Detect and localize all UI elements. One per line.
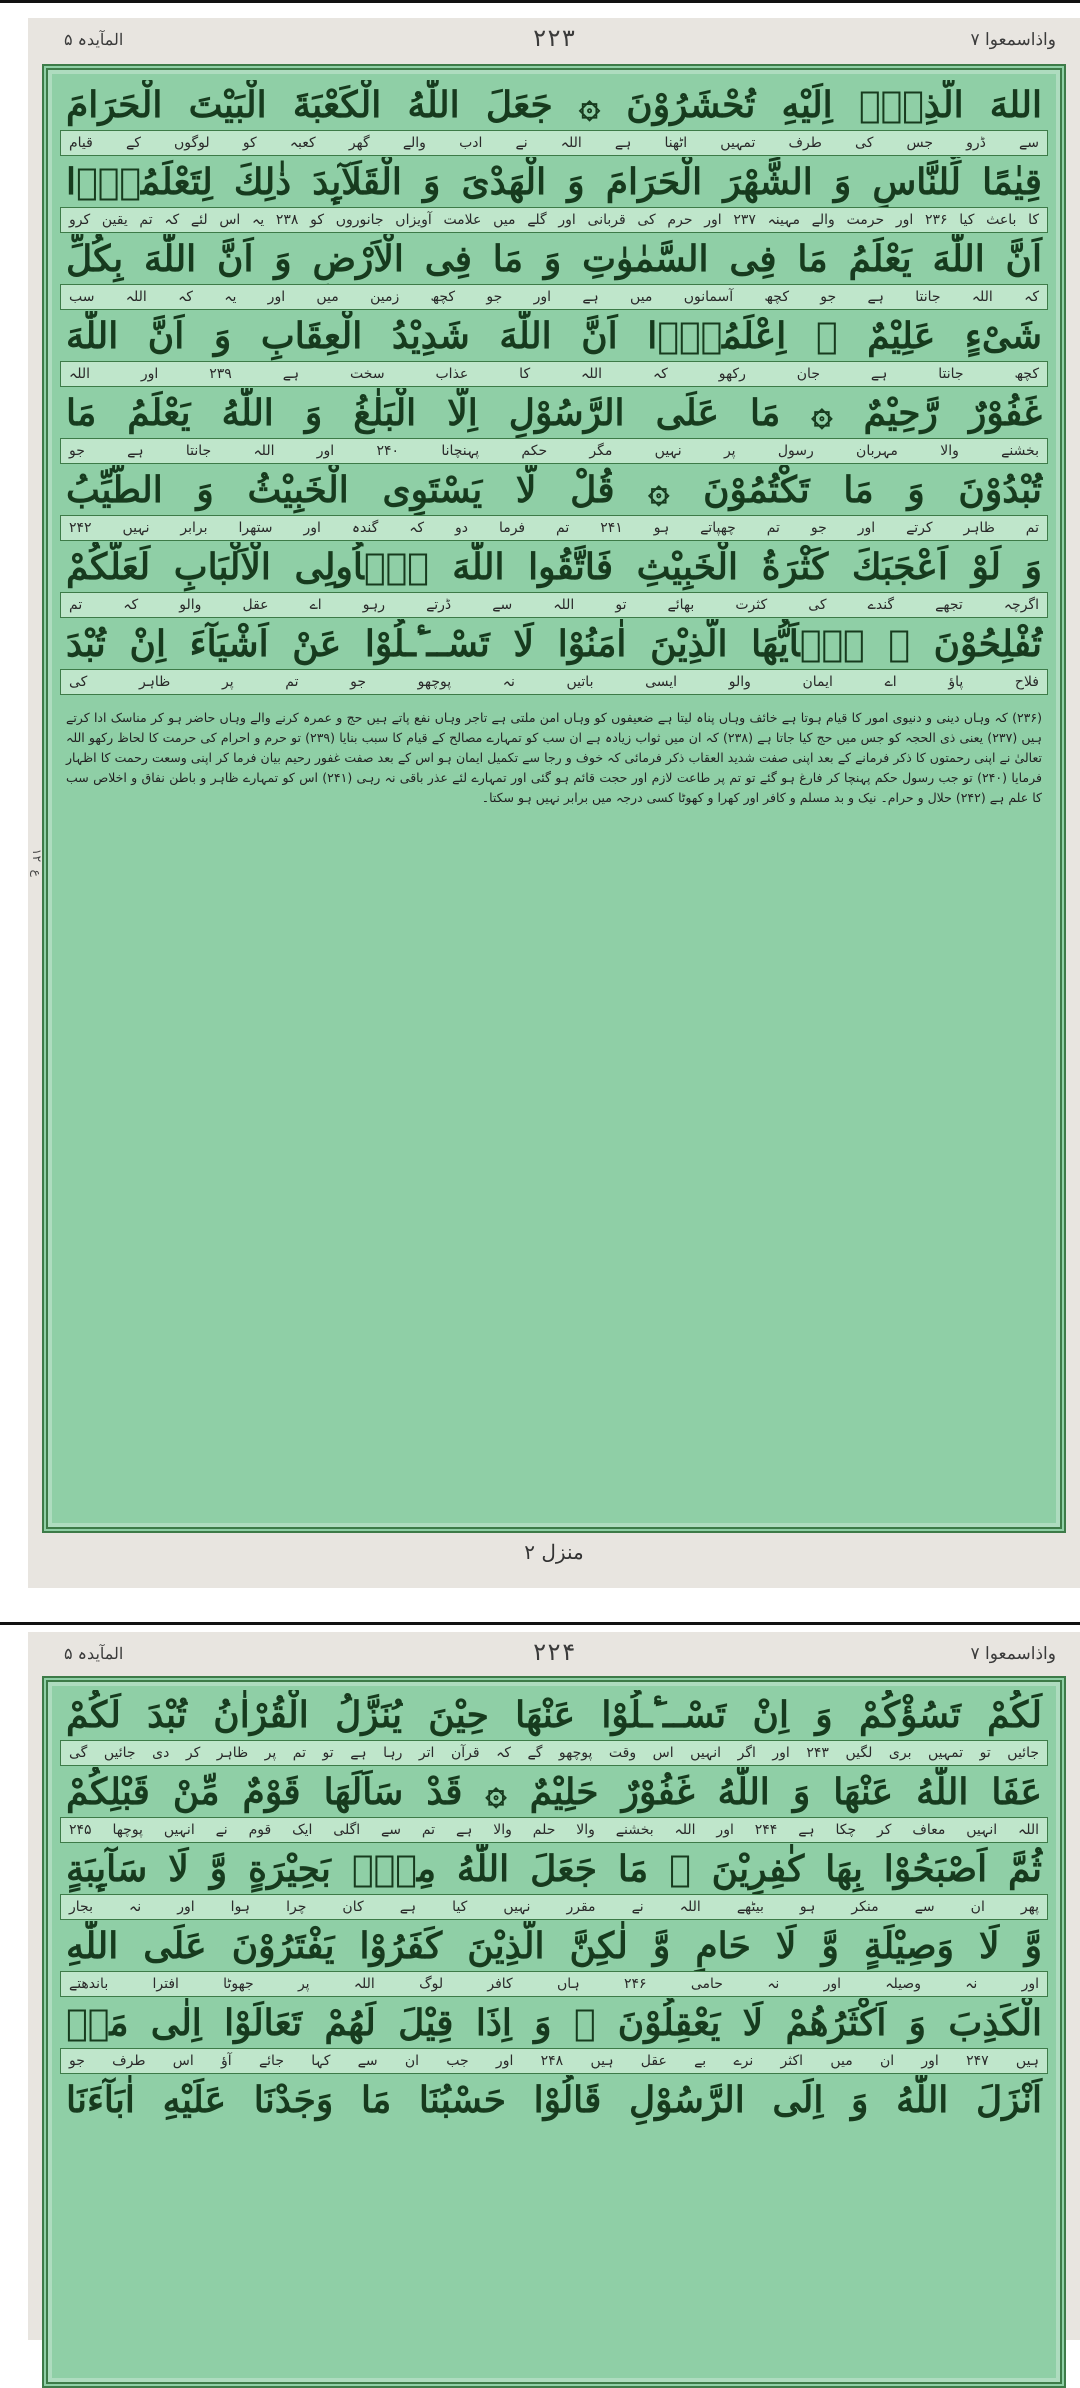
translation-line: پھر ان سے منکر ہو بیٹھے اللہ نے مقرر نہیں کیا ہے کان چرا ہوا اور نہ بجار: [60, 1894, 1048, 1920]
arabic-line: شَیْءٍ عَلِیْمٌ ۞ اِعْلَمُوْۤا اَنَّ اللّٰهَ شَدِیْدُ الْعِقَابِ وَ اَنَّ اللّٰهَ: [66, 315, 1042, 357]
footnotes: (۲۳۶) کہ وہاں دینی و دنیوی امور کا قیام ہوتا ہے خائف وہاں پناہ لیتا ہے ضعیفوں کو وہاں امن ملتی ہے تاجر وہاں نفع پاتے ہیں حج و عمرہ کرنے والے وہاں حاضر ہو کر مناسک ادا کرتے ہیں (۲۳۷) یعنی ذی الحجہ کو جس میں حج کیا جاتا ہے (۲۳۸) کہ ان میں ثواب زیادہ ہے ان سب کو تمہارے مصالح کے قیام کا سبب بنایا (۲۳۹) تو حرم و احرام کی حرمت کا لحاظ رکھو اللہ تعالیٰ نے اپنی رحمتوں کا ذکر فرمانے کے بعد اپنی صفت شدید العقاب ذکر فرمائی کہ خوف و رجا سے تکمیل ایمان ہو اس کے بعد صفت غفور رحیم بیان فرما کر اپنی وسعت رحمت کا اظہار فرمایا (۲۴۰) تو جب رسول حکم پہنچا کر فارغ ہو گئے تو تم پر طاعت لازم اور حجت قائم ہو گئی اور تمہارے لئے عذر باقی نہ رہی (۲۴۱) اس کو تمہارے ظاہر و باطن نفاق و اخلاص سب کا علم ہے (۲۴۲) حلال و حرام۔ نیک و بد مسلم و کافر اور کھرا و کھوٹا کسی درجہ میں برابر نہیں ہو سکتا۔: [66, 710, 1042, 805]
page-separator: [0, 1622, 1080, 1625]
juz-header: المآیدہ ۵: [64, 30, 124, 49]
arabic-line: ثُمَّ اَصْبَحُوْا بِهَا كٰفِرِیْنَ ۞ مَا جَعَلَ اللّٰهُ مِنْۢ بَحِیْرَةٍ وَّ لَا سَآىِٕبَةٍ: [66, 1848, 1042, 1890]
translation-line: اگرچہ تجھے گندے کی کثرت بھائے تو اللہ سے ڈرتے رہو اے عقل والو کہ تم: [60, 592, 1048, 618]
arabic-line: تُبْدُوْنَ وَ مَا تَكْتُمُوْنَ ۞ قُلْ لَّا یَسْتَوِی الْخَبِیْثُ وَ الطَّیِّبُ: [66, 469, 1042, 511]
page-number: ۲۲۴: [532, 1638, 576, 1666]
page-header: [28, 24, 1080, 58]
translation-line: بخشنے والا مہربان رسول پر نہیں مگر حکم پہنچانا ۲۴۰ اور اللہ جانتا ہے جو: [60, 438, 1048, 464]
verse-row: [60, 1767, 1048, 1844]
translation-line: تم ظاہر کرتے اور جو تم چھپاتے ہو ۲۴۱ تم فرما دو کہ گندہ اور ستھرا برابر نہیں ۲۴۲: [60, 515, 1048, 541]
verse-row: [60, 311, 1048, 388]
verse-row: [60, 1921, 1048, 1998]
arabic-line: تُفْلِحُوْنَ ۞ یٰۤاَیُّهَا الَّذِیْنَ اٰمَنُوْا لَا تَسْــٴَـلُوْا عَنْ اَشْیَآءَ اِنْ تُبْدَ: [66, 623, 1042, 665]
arabic-line: وَّ لَا وَصِیْلَةٍ وَّ لَا حَامٍ وَّ لٰكِنَّ الَّذِیْنَ كَفَرُوْا یَفْتَرُوْنَ عَلَى اللّٰهِ: [66, 1925, 1042, 1967]
mushaf-page-1: [28, 18, 1080, 1588]
page-header: [28, 1638, 1080, 1672]
top-separator: [0, 0, 1080, 3]
translation-line: اور نہ وصیلہ اور نہ حامی ۲۴۶ ہاں کافر لوگ اللہ پر جھوٹا افترا باندھتے: [60, 1971, 1048, 1997]
manzil-label: منزل ۲: [524, 1540, 584, 1564]
surah-header: واذاسمعوا ۷: [970, 30, 1056, 50]
arabic-line: عَفَا اللّٰهُ عَنْهَا وَ اللّٰهُ غَفُوْرٌ حَلِیْمٌ ۞ قَدْ سَاَلَهَا قَوْمٌ مِّنْ قَبْلِكُمْ: [66, 1771, 1042, 1813]
translation-line: فلاح پاؤ اے ایمان والو ایسی باتیں نہ پوچھو جو تم پر ظاہر کی: [60, 669, 1048, 695]
verse-row: [60, 465, 1048, 542]
verse-row: [60, 157, 1048, 234]
verse-row: [60, 1690, 1048, 1767]
verse-lines: [60, 1690, 1048, 2152]
ornamental-frame: [42, 64, 1066, 1533]
mushaf-page-2: [28, 1632, 1080, 2340]
verse-lines: [60, 80, 1048, 696]
verse-row: [60, 542, 1048, 619]
arabic-line: اَنَّ اللّٰهَ یَعْلَمُ مَا فِی السَّمٰوٰتِ وَ مَا فِی الْاَرْضِ وَ اَنَّ اللّٰهَ بِكُلِّ: [66, 238, 1042, 280]
arabic-line: وَ لَوْ اَعْجَبَكَ كَثْرَةُ الْخَبِیْثِ فَاتَّقُوا اللّٰهَ یٰۤاُولِی الْاَلْبَابِ لَعَلَّكُمْ: [66, 546, 1042, 588]
verse-row: [60, 2075, 1048, 2152]
arabic-line: الْكَذِبَ وَ اَكْثَرُهُمْ لَا یَعْقِلُوْنَ ۞ وَ اِذَا قِیْلَ لَهُمْ تَعَالَوْا اِلٰى مَاۤ: [66, 2002, 1042, 2044]
verse-row: [60, 1998, 1048, 2075]
arabic-line: اللهَ الَّذِیْۤ اِلَیْهِ تُحْشَرُوْنَ ۞ جَعَلَ اللّٰهُ الْكَعْبَةَ الْبَیْتَ الْحَرَامَ: [66, 84, 1042, 126]
juz-header: المآیدہ ۵: [64, 1644, 124, 1663]
arabic-line: غَفُوْرٌ رَّحِیْمٌ ۞ مَا عَلَى الرَّسُوْلِ اِلَّا الْبَلٰغُ وَ اللّٰهُ یَعْلَمُ مَا: [66, 392, 1042, 434]
arabic-line: لَكُمْ تَسُؤْكُمْ وَ اِنْ تَسْــٴَـلُوْا عَنْهَا حِیْنَ یُنَزَّلُ الْقُرْاٰنُ تُبْدَ لَكُمْ: [66, 1694, 1042, 1736]
arabic-line: اَنْزَلَ اللّٰهُ وَ اِلَى الرَّسُوْلِ قَالُوْا حَسْبُنَا مَا وَجَدْنَا عَلَیْهِ اٰبَآءَنَا: [66, 2079, 1042, 2121]
translation-line: کا باعث کیا ۲۳۶ اور حرمت والے مہینہ ۲۳۷ اور حرم کی قربانی اور گلے میں علامت آویزاں جانوروں کو ۲۳۸ یہ اس لئے کہ تم یقین کرو: [60, 207, 1048, 233]
translation-line: کہ اللہ جانتا ہے جو کچھ آسمانوں میں ہے اور جو کچھ زمین میں اور یہ کہ اللہ سب: [60, 284, 1048, 310]
verse-row: [60, 388, 1048, 465]
verse-row: [60, 80, 1048, 157]
page-number: ۲۲۳: [532, 24, 576, 52]
verse-row: [60, 619, 1048, 696]
translation-line: سے ڈرو جس کی طرف تمہیں اٹھنا ہے اللہ نے ادب والے گھر کعبہ کو لوگوں کے قیام: [60, 130, 1048, 156]
verse-row: [60, 234, 1048, 311]
translation-line: کچھ جانتا ہے جان رکھو کہ اللہ کا عذاب سخت ہے ۲۳۹ اور اللہ: [60, 361, 1048, 387]
ruku-marker: ع ۱۲: [30, 848, 44, 877]
surah-header: واذاسمعوا ۷: [970, 1644, 1056, 1664]
translation-line: ہیں ۲۴۷ اور ان میں اکثر نرے بے عقل ہیں ۲۴۸ اور جب ان سے کہا جائے آؤ اس طرف جو: [60, 2048, 1048, 2074]
arabic-line: قِیٰمًا لِّلنَّاسِ وَ الشَّهْرَ الْحَرَامَ وَ الْهَدْیَ وَ الْقَلَآىِٕدَ ذٰلِكَ لِتَعْلَمُوْۤا: [66, 161, 1042, 203]
translation-line: اللہ انہیں معاف کر چکا ہے ۲۴۴ اور اللہ بخشنے والا حلم والا ہے تم سے اگلی ایک قوم نے انہیں پوچھا ۲۴۵: [60, 1817, 1048, 1843]
translation-line: جائیں تو تمہیں بری لگیں ۲۴۳ اور اگر انہیں اس وقت پوچھو گے کہ قرآن اتر رہا ہے تو تم پر ظاہر کر دی جائیں گی: [60, 1740, 1048, 1766]
verse-row: [60, 1844, 1048, 1921]
ornamental-frame: [42, 1676, 1066, 2388]
